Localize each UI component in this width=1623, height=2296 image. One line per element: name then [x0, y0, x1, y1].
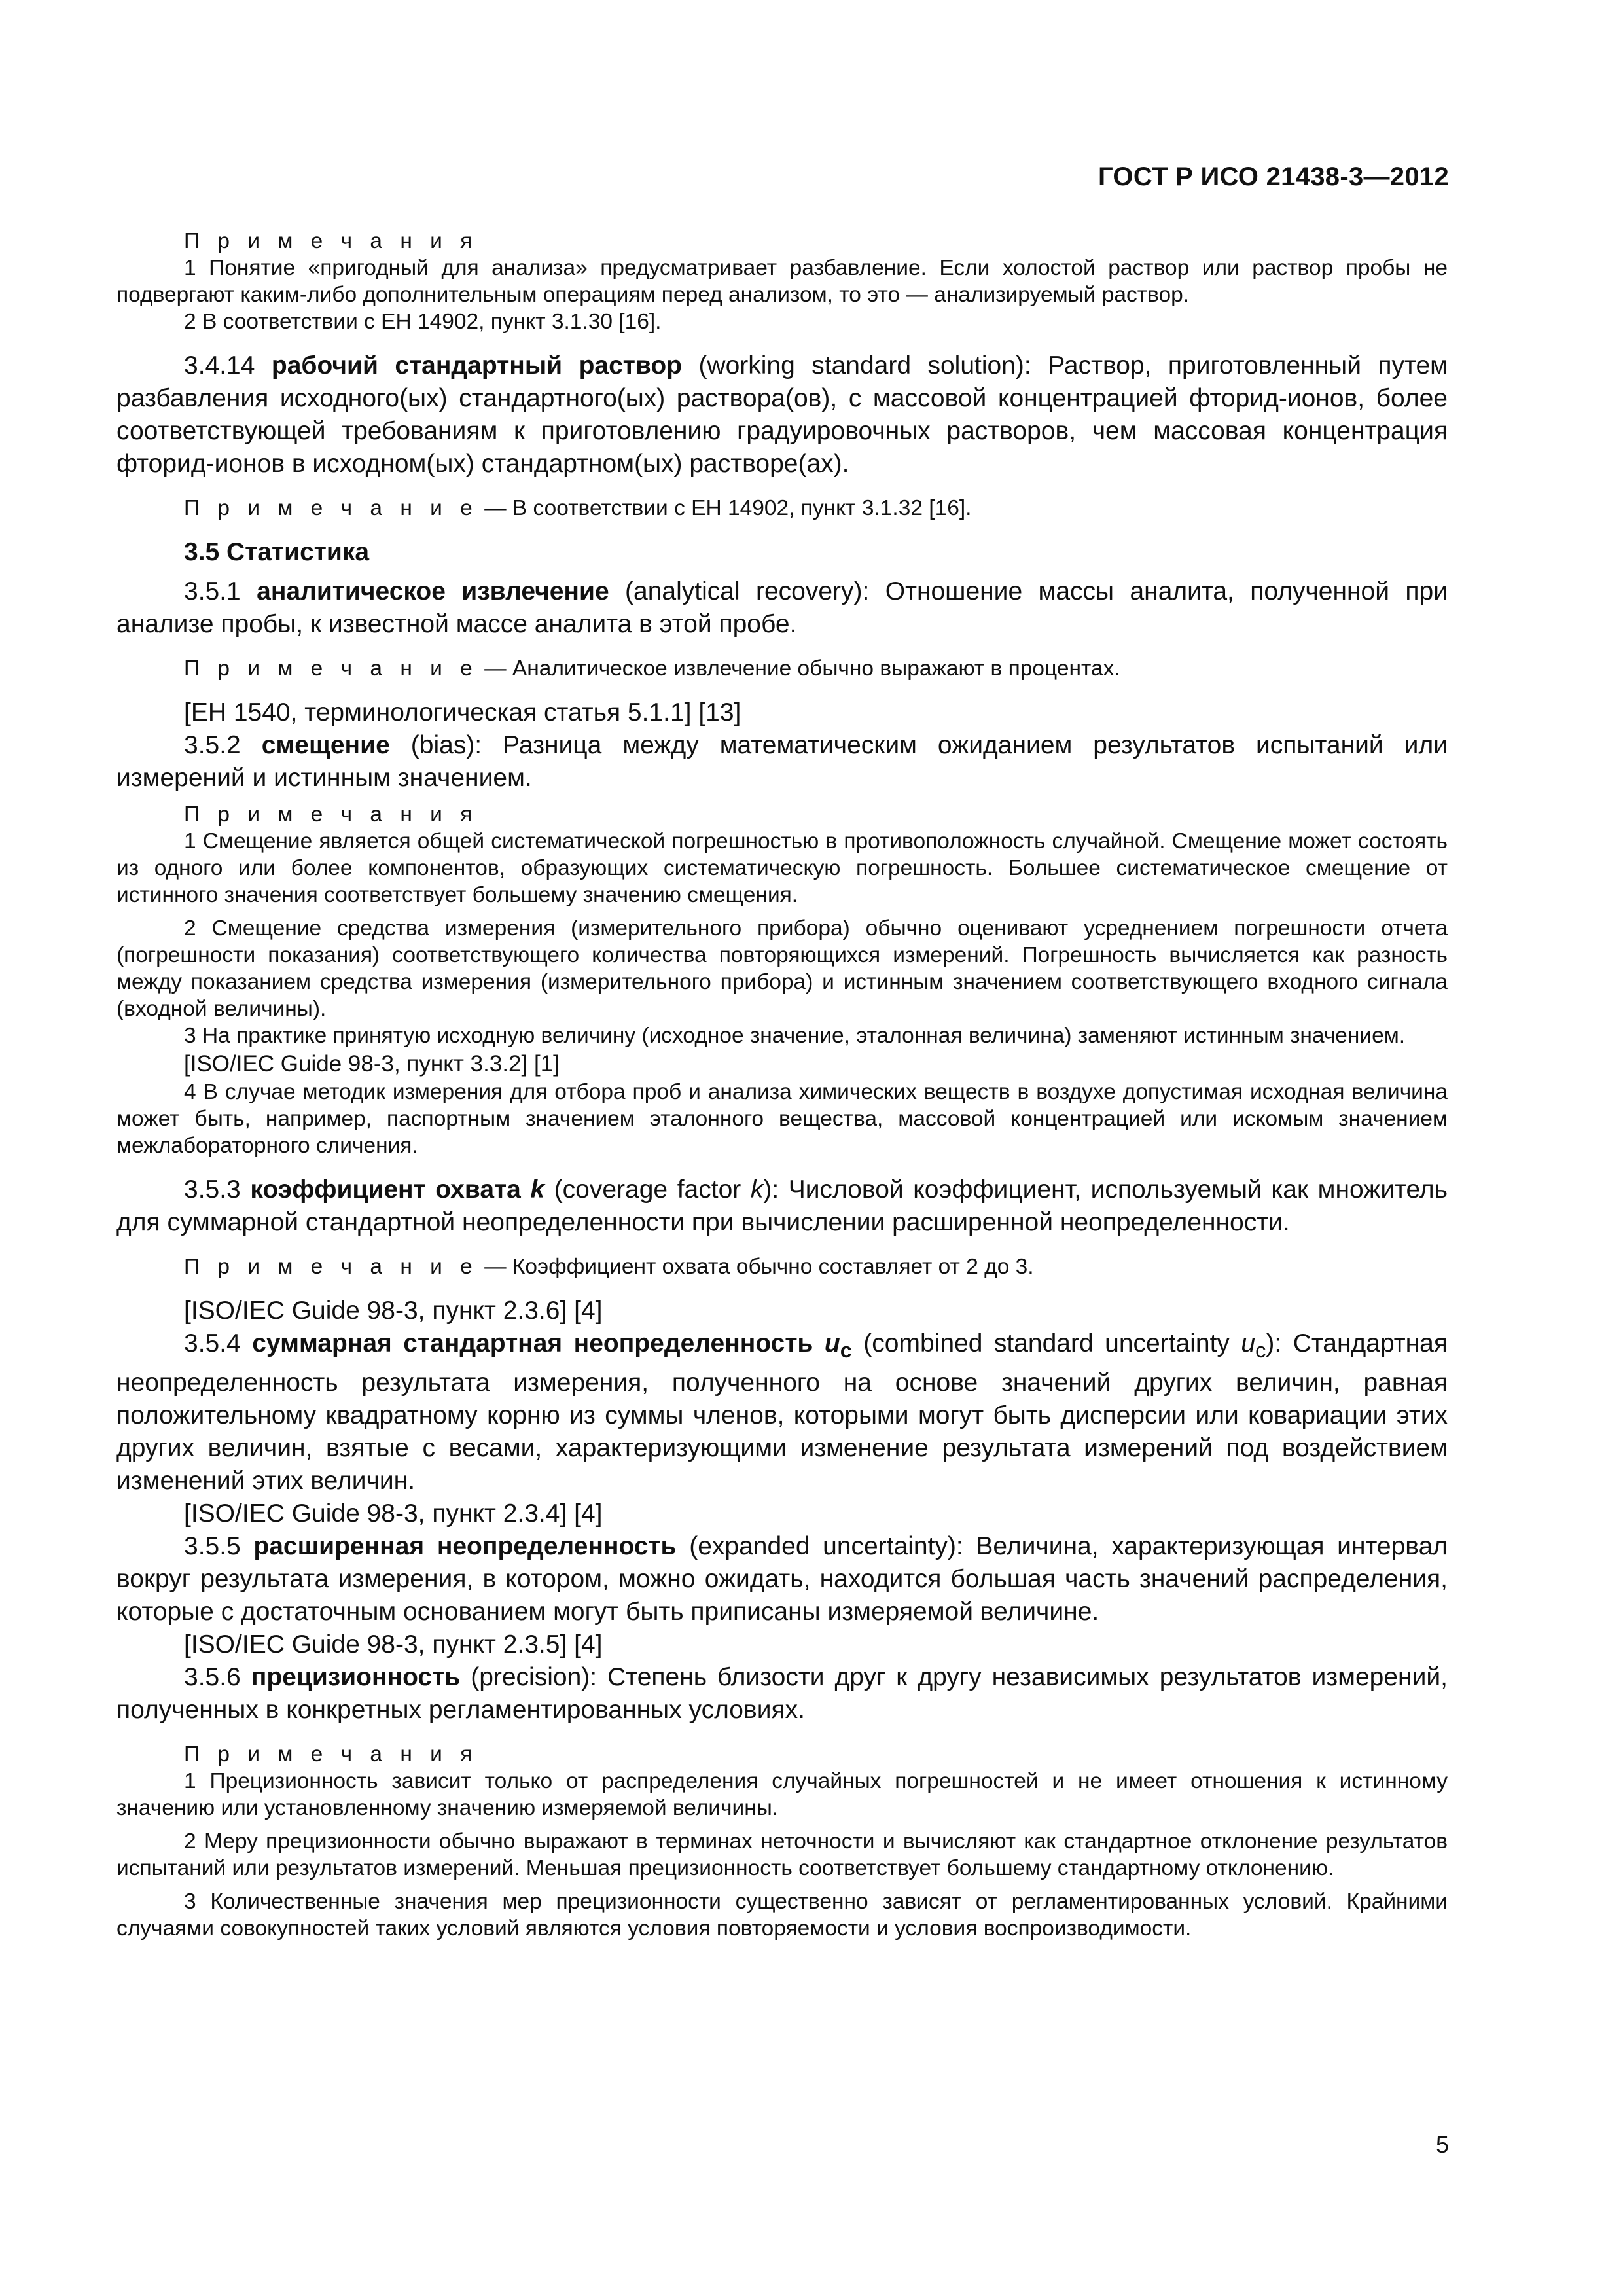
reference: [ISO/IEC Guide 98-3, пункт 3.3.2] [1] [184, 1051, 560, 1077]
notes-heading: П р и м е ч а н и я [184, 1742, 478, 1767]
term-title: рабочий стандартный раствор [271, 351, 682, 380]
term-3-5-4: 3.5.4 суммарная стандартная неопределенность $u_c$ (combined standard uncertainty $u_c$): Стандартная неопределенность результата измерения, полученного на основе значений других величин, равная положительному квадратному корню из суммы членов, которыми могут быть дисперсии или ковариации этих других величин, взятые с весами, характеризующими изменение результата измерений под воздействием изменений этих величин. [116, 1329, 1448, 1495]
symbol: u [824, 1329, 840, 1357]
note-paragraph: 2 Смещение средства измерения (измерительного прибора) обычно оценивают усреднением погрешности отчета (погрешности показания) соответствующего количества повторяющихся измерений. Погрешность вычисляется как разность между показанием средства измерения (измерительного прибора) и истинным значением соответствующего входного сигнала (входной величины). [116, 916, 1448, 1021]
note-paragraph: 4 В случае методик измерения для отбора проб и анализа химических веществ в воздухе допустимая исходная величина может быть, например, паспортным значением эталонного вещества, массовой концентрацией или искомым значением межлабораторного сличения. [116, 1080, 1448, 1158]
reference: [ISO/IEC Guide 98-3, пункт 2.3.5] [4] [184, 1630, 603, 1659]
reference: [ISO/IEC Guide 98-3, пункт 2.3.4] [4] [184, 1499, 603, 1528]
note-paragraph: 2 Меру прецизионности обычно выражают в терминах неточности и вычисляют как стандартное отклонение результатов испытаний или результатов измерений. Меньшая прецизионность соответствует большему стандартному отклонению. [116, 1829, 1448, 1880]
note-paragraph: 1 Прецизионность зависит только от распределения случайных погрешностей и не имеет отношения к истинному значению или установленному значению измеряемой величины. [116, 1768, 1448, 1820]
term-3-5-5: 3.5.5 расширенная неопределенность (expanded uncertainty): Величина, характеризующая интервал вокруг результата измерения, в котором, можно ожидать, находится большая часть значений распределения, которые с достаточным основанием могут быть приписаны измеряемой величине. [116, 1532, 1448, 1626]
term-title: прецизионность [251, 1662, 461, 1691]
note-paragraph: П р и м е ч а н и е — В соответствии с ЕН 14902, пункт 3.1.32 [16]. [184, 496, 972, 520]
page-content [116, 223, 1448, 1942]
term-3-4-14: 3.4.14 рабочий стандартный раствор (working standard solution): Раствор, приготовленный путем разбавления исходного(ых) стандартного(ых) раствора(ов), с массовой концентрацией фторид-ионов, более соответствующей требованиям к приготовлению градуировочных растворов, чем массовая концентрация фторид-ионов в исходном(ых) стандартном(ых) растворе(ах). [116, 351, 1448, 478]
notes-heading: П р и м е ч а н и я [184, 229, 478, 253]
term-title: аналитическое извлечение [257, 577, 609, 605]
symbol: k [530, 1175, 545, 1204]
term-title: смещение [261, 731, 390, 759]
term-3-5-3: 3.5.3 коэффициент охвата k (coverage factor k): Числовой коэффициент, используемый как множитель для суммарной стандартной неопределенности при вычислении расширенной неопределенности. [116, 1175, 1448, 1236]
term-title: расширенная неопределенность [253, 1532, 677, 1560]
term-3-5-1: 3.5.1 аналитическое извлечение (analytical recovery): Отношение массы аналита, полученной при анализе пробы, к известной массе аналита в этой пробе. [116, 577, 1448, 638]
note-paragraph: 1 Понятие «пригодный для анализа» предусматривает разбавление. Если холостой раствор или раствор пробы не подвергают каким-либо дополнительным операциям перед анализом, то это — анализируемый раствор. [116, 256, 1448, 307]
term-3-5-6: 3.5.6 прецизионность (precision): Степень близости друг к другу независимых результатов измерений, полученных в конкретных регламентированных условиях. [116, 1662, 1448, 1724]
note-paragraph: П р и м е ч а н и е — Коэффициент охвата обычно составляет от 2 до 3. [184, 1255, 1034, 1279]
reference: [ISO/IEC Guide 98-3, пункт 2.3.6] [4] [184, 1297, 603, 1325]
document-header: ГОСТ Р ИСО 21438-3—2012 [1097, 162, 1449, 191]
note-paragraph: П р и м е ч а н и е — Аналитическое извлечение обычно выражают в процентах. [184, 656, 1120, 681]
reference: [ЕН 1540, терминологическая статья 5.1.1] [13] [184, 698, 741, 726]
note-paragraph: 1 Смещение является общей систематической погрешностью в противоположность случайной. Смещение может состоять из одного или более компонентов, образующих систематическую погрешность. Большее систематическое смещение от истинного значения соответствует большему значению смещения. [116, 829, 1448, 907]
section-heading-3-5: 3.5 Статистика [184, 538, 370, 566]
term-3-5-2: 3.5.2 смещение (bias): Разница между математическим ожиданием результатов испытаний или измерений и истинным значением. [116, 731, 1448, 792]
term-title: суммарная стандартная неопределенность [252, 1329, 825, 1357]
term-title: коэффициент охвата [250, 1175, 531, 1204]
page-number: 5 [1435, 2131, 1449, 2158]
note-paragraph: 3 На практике принятую исходную величину (исходное значение, эталонная величина) заменяют истинным значением. [184, 1024, 1406, 1048]
note-paragraph: 3 Количественные значения мер прецизионности существенно зависят от регламентированных условий. Крайними случаями совокупностей таких условий являются условия повторяемости и условия воспроизводимости. [116, 1889, 1448, 1941]
note-paragraph: 2 В соответствии с ЕН 14902, пункт 3.1.30 [16]. [184, 310, 662, 334]
notes-heading: П р и м е ч а н и я [184, 802, 478, 827]
